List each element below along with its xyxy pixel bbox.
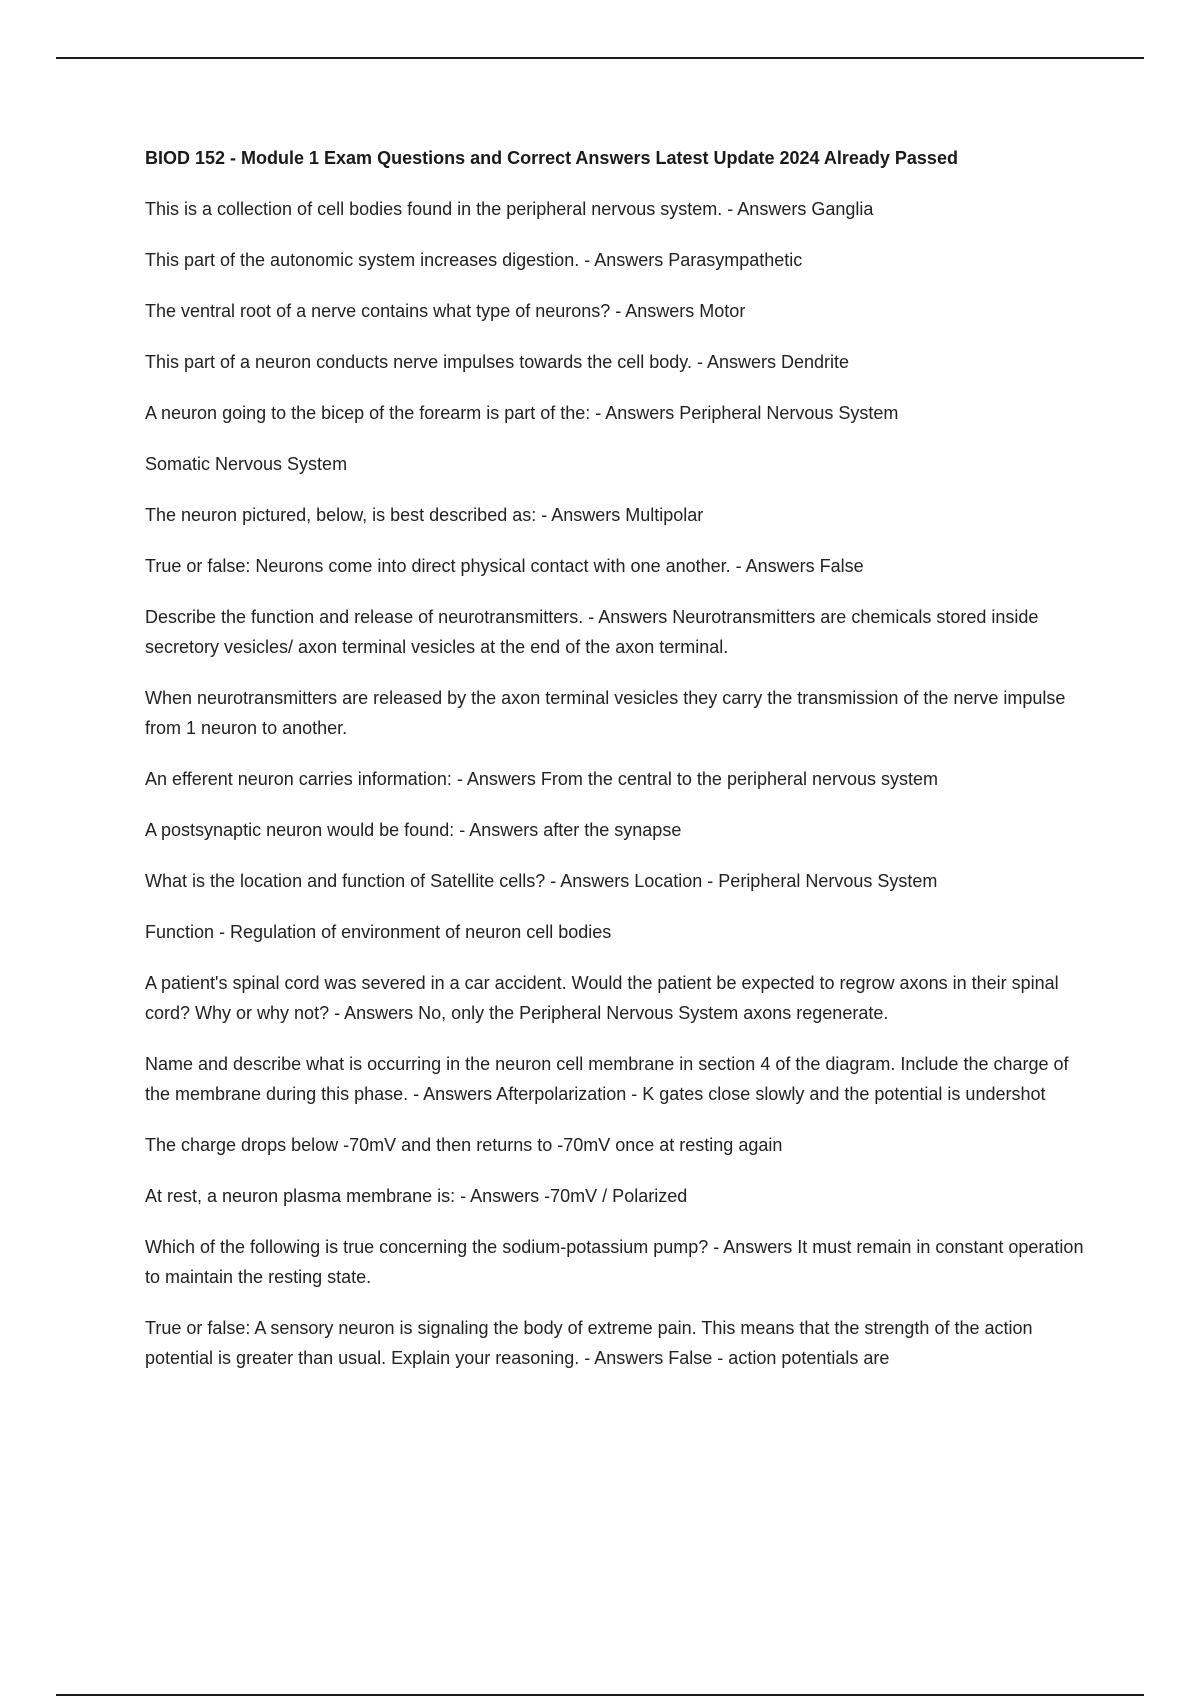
qa-paragraph: Function - Regulation of environment of neuron cell bodies <box>145 922 612 942</box>
qa-paragraph: An efferent neuron carries information: - Answers From the central to the peripheral nervous system <box>145 769 939 789</box>
qa-paragraph: A postsynaptic neuron would be found: - Answers after the synapse <box>145 820 682 840</box>
qa-paragraph: Describe the function and release of neurotransmitters. - Answers Neurotransmitters are chemicals stored inside secretory vesicles/ axon terminal vesicles at the end of the axon terminal. <box>145 607 1039 657</box>
qa-paragraph: A patient's spinal cord was severed in a car accident. Would the patient be expected to regrow axons in their spinal cord? Why or why not? - Answers No, only the Peripheral Nervous System axons regenerate. <box>145 973 1059 1023</box>
qa-paragraph: Which of the following is true concerning the sodium-potassium pump? - Answers It must remain in constant operation to maintain the resting state. <box>145 1237 1084 1287</box>
qa-paragraph: A neuron going to the bicep of the forearm is part of the: - Answers Peripheral Nervous System <box>145 403 899 423</box>
bottom-divider <box>56 1694 1144 1696</box>
qa-paragraph: The ventral root of a nerve contains what type of neurons? - Answers Motor <box>145 301 746 321</box>
qa-paragraph: This part of the autonomic system increases digestion. - Answers Parasympathetic <box>145 250 803 270</box>
qa-paragraph: Name and describe what is occurring in the neuron cell membrane in section 4 of the diagram. Include the charge of the membrane during this phase. - Answers Afterpolarization - K gates close slowly and the potential is undershot <box>145 1054 1069 1104</box>
qa-paragraph: This part of a neuron conducts nerve impulses towards the cell body. - Answers Dendrite <box>145 352 850 372</box>
qa-paragraph: At rest, a neuron plasma membrane is: - Answers -70mV / Polarized <box>145 1186 688 1206</box>
document-title: BIOD 152 - Module 1 Exam Questions and Correct Answers Latest Update 2024 Already Passed <box>145 148 958 168</box>
qa-paragraph: When neurotransmitters are released by the axon terminal vesicles they carry the transmission of the nerve impulse from 1 neuron to another. <box>145 688 1066 738</box>
qa-paragraph: True or false: A sensory neuron is signaling the body of extreme pain. This means that the strength of the action potential is greater than usual. Explain your reasoning. - Answers False - action potentials are <box>145 1318 1033 1368</box>
qa-paragraph: The neuron pictured, below, is best described as: - Answers Multipolar <box>145 505 704 525</box>
qa-paragraph: What is the location and function of Satellite cells? - Answers Location - Peripheral Nervous System <box>145 871 938 891</box>
qa-paragraph: Somatic Nervous System <box>145 454 348 474</box>
qa-paragraph: The charge drops below -70mV and then returns to -70mV once at resting again <box>145 1135 783 1155</box>
qa-paragraph: This is a collection of cell bodies found in the peripheral nervous system. - Answers Ganglia <box>145 199 874 219</box>
top-divider <box>56 57 1144 59</box>
qa-paragraph: True or false: Neurons come into direct physical contact with one another. - Answers False <box>145 556 864 576</box>
document-body <box>145 143 1095 1394</box>
